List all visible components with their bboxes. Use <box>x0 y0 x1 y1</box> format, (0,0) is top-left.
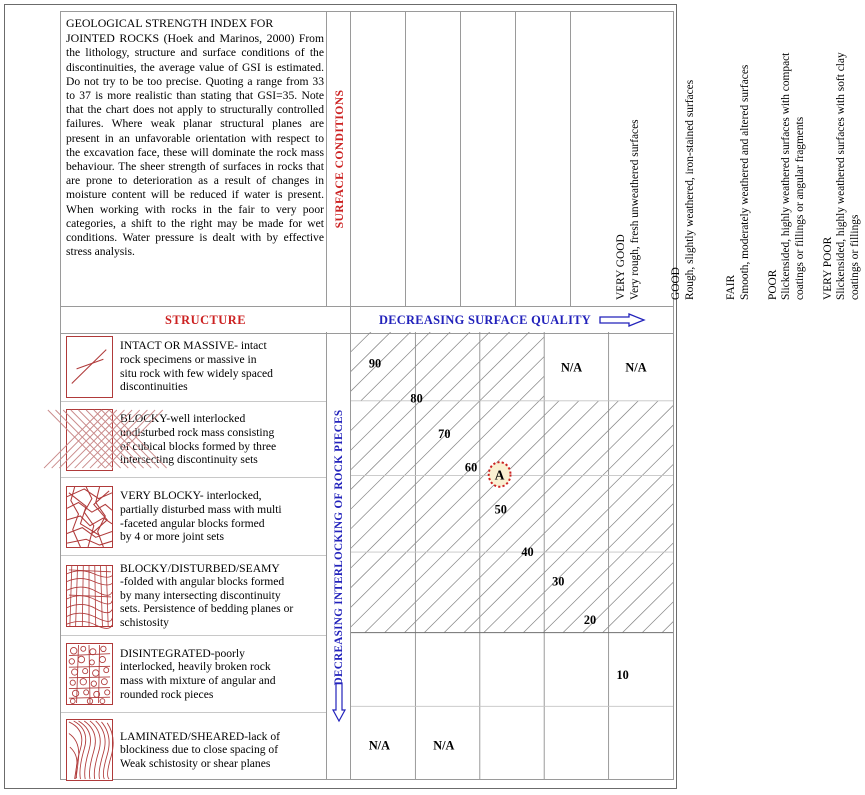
decreasing-surface-quality-group <box>350 307 673 333</box>
row-line: partially disturbed mass with multi <box>120 502 282 516</box>
gsi-value-40: 40 <box>521 545 534 559</box>
row-line: VERY BLOCKY- interlocked, <box>120 489 262 503</box>
table-row[interactable] <box>61 478 326 556</box>
surface-conditions-label: SURFACE CONDITIONS <box>332 89 346 229</box>
gsi-value-60: 60 <box>464 460 478 475</box>
row-line: by many intersecting discontinuity <box>120 588 281 602</box>
decreasing-interlocking-label: DECREASING INTERLOCKING OF ROCK PIECES <box>333 409 345 686</box>
down-arrow-icon <box>332 682 346 722</box>
surface-column-name: POOR <box>766 269 779 300</box>
row-description <box>113 730 280 771</box>
row-line: situ rock with few widely spaced <box>120 366 273 380</box>
surface-column-desc: Slickensided, highly weathered surfaces with compact coatings or fillings or angular fragments <box>780 52 806 300</box>
gsi-value-50: 50 <box>494 502 507 517</box>
row-line: INTACT OR MASSIVE- intact <box>120 339 267 353</box>
gsi-value-10: 10 <box>616 667 629 682</box>
gsi-value-80: 80 <box>410 391 423 406</box>
surface-column-name: VERY POOR <box>821 236 834 300</box>
row-description <box>113 412 276 466</box>
na-cell-verygood-laminated: N/A <box>368 738 390 753</box>
svg-text:A: A <box>494 467 505 483</box>
row-line: mass with mixture of angular and <box>120 674 276 687</box>
row-line: discontinuities <box>120 380 188 394</box>
surface-column-name: FAIR <box>725 274 738 300</box>
row-line: BLOCKY-well interlocked <box>120 412 246 426</box>
description-text <box>66 16 324 304</box>
surface-column-desc: Rough, slightly weathered, iron-stained surfaces <box>683 79 696 300</box>
title-line-2: JOINTED ROCKS (Hoek and Marinos, 2000) <box>66 31 295 46</box>
chart-header <box>61 12 861 306</box>
decreasing-surface-quality-label: DECREASING SURFACE QUALITY <box>378 312 592 327</box>
row-line: blockiness due to close spacing of <box>120 743 279 757</box>
gsi-chart <box>60 11 861 780</box>
row-line: interlocked, heavily broken rock <box>120 660 271 674</box>
row-description <box>113 489 282 543</box>
row-line: of cubical blocks formed by three <box>120 439 277 453</box>
row-description <box>113 647 276 701</box>
surface-column-desc: Slickensided, highly weathered surfaces with soft clay coatings or fillings <box>835 52 861 300</box>
very-blocky-icon <box>66 486 113 548</box>
row-line: LAMINATED/SHEARED-lack of <box>120 729 281 743</box>
surface-column-very-good <box>350 12 641 306</box>
decreasing-interlocking-axis <box>326 332 351 779</box>
surface-conditions-axis <box>326 12 351 306</box>
gsi-value-30: 30 <box>552 574 565 589</box>
na-cell-poor-intact: N/A <box>561 360 583 375</box>
row-line: intersecting discontinuity sets <box>120 453 258 467</box>
marker-a[interactable] <box>489 462 511 487</box>
row-line: rounded rock pieces <box>120 687 214 701</box>
table-row[interactable] <box>61 713 326 787</box>
table-row[interactable] <box>61 332 326 402</box>
intact-massive-icon <box>66 336 113 398</box>
surface-column-desc: Smooth, moderately weathered and altered surfaces <box>738 64 751 300</box>
description-body: From the lithology, structure and surface conditions of the discontinuities, the average value of GSI is estimated. Do not try to be too precise. Quoting a range from 33 to 37 is more realistic than stating that GSI=35. Note that the chart does not apply to structurally controlled failures. Where weak planar structural planes are present in an unfavorable orientation with respect to the excavation face, these will dominate the rock mass behaviour. The sheer strength of surfaces in rocks that are prone to deterioration as a result of changes in moisture content will be reduced if water is present. When working with rocks in the fair to very poor categories, a shift to the right may be made for wet conditions. Water pressure is dealt with by effective stress analysis. <box>66 32 324 259</box>
table-row[interactable] <box>61 636 326 713</box>
row-line: sets. Persistence of bedding planes or <box>120 602 294 616</box>
gsi-value-20: 20 <box>583 612 597 627</box>
row-line: DISINTEGRATED-poorly <box>120 646 245 660</box>
row-line: -folded with angular blocks formed <box>120 575 285 589</box>
row-line: schistosity <box>120 615 169 629</box>
title-line-1: GEOLOGICAL STRENGTH INDEX FOR <box>66 16 274 30</box>
table-row[interactable] <box>61 402 326 478</box>
outer-frame <box>4 4 861 789</box>
surface-column-desc: Very rough, fresh unweathered surfaces <box>628 119 641 300</box>
row-line: by 4 or more joint sets <box>120 530 225 544</box>
right-arrow-icon <box>599 313 645 327</box>
blocky-icon <box>66 409 113 471</box>
row-description <box>113 339 273 393</box>
surface-column-name: GOOD <box>670 267 683 300</box>
na-cell-good-laminated: N/A <box>433 738 455 753</box>
row-description <box>113 562 293 630</box>
gsi-value-70: 70 <box>438 427 451 442</box>
blocky-disturbed-seamy-icon <box>66 565 113 627</box>
row-line: Weak schistosity or shear planes <box>120 756 271 770</box>
structure-label: STRUCTURE <box>165 312 246 327</box>
gsi-value-grid[interactable] <box>350 332 673 779</box>
gsi-value-90: 90 <box>368 356 382 371</box>
row-line: undisturbed rock mass consisting <box>120 425 275 439</box>
table-row[interactable] <box>61 556 326 636</box>
chart-body <box>61 332 673 779</box>
axis-title-strip <box>61 306 673 334</box>
row-line: rock specimens or massive in <box>120 352 257 366</box>
disintegrated-icon <box>66 643 113 705</box>
row-line: -faceted angular blocks formed <box>120 516 265 530</box>
na-cell-verypoor-intact: N/A <box>625 360 647 375</box>
laminated-sheared-icon <box>66 719 113 781</box>
structure-rows <box>61 332 326 779</box>
surface-column-name: VERY GOOD <box>615 234 628 300</box>
row-line: BLOCKY/DISTURBED/SEAMY <box>120 561 280 575</box>
